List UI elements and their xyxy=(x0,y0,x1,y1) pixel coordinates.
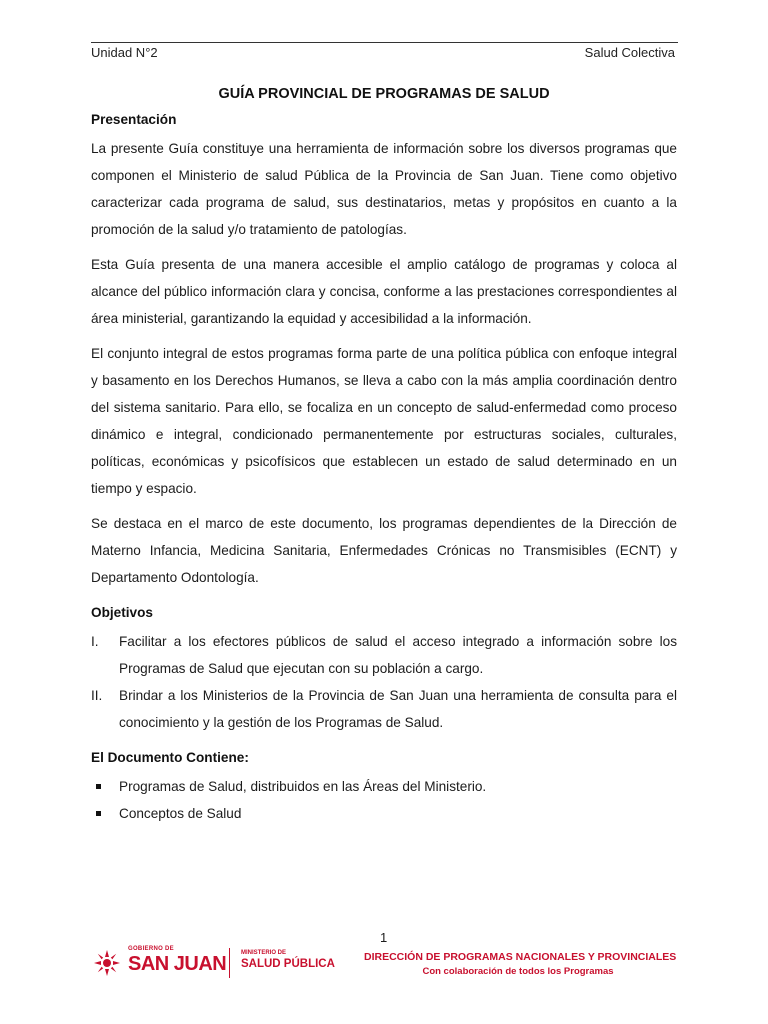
list-item xyxy=(91,800,677,827)
san-juan-label: SAN JUAN xyxy=(128,953,227,975)
bullet-square-icon xyxy=(96,811,101,816)
presentacion-paragraph-2: Esta Guía presenta de una manera accesible el amplio catálogo de programas y coloca al alcance del público información clara y concisa, conforme a las prestaciones correspondientes al área ministerial, garantizando la equidad y accesibilidad a la información. xyxy=(91,257,677,326)
list-item-text: Conceptos de Salud xyxy=(119,806,242,821)
objetivo-text: Facilitar a los efectores públicos de salud el acceso integrado a información sobre los Programas de Salud que ejecutan con su población a cargo. xyxy=(119,634,677,676)
document-title: GUÍA PROVINCIAL DE PROGRAMAS DE SALUD xyxy=(218,86,550,102)
page-header xyxy=(91,45,675,60)
objetivo-text: Brindar a los Ministerios de la Provincia de San Juan una herramienta de consulta para el conocimiento y la gestión de los Programas de Salud. xyxy=(119,688,677,730)
san-juan-sun-icon xyxy=(92,948,122,978)
objetivos-heading: Objetivos xyxy=(91,605,153,620)
list-item-text: Programas de Salud, distribuidos en las Áreas del Ministerio. xyxy=(119,779,487,794)
document-body xyxy=(91,86,677,827)
ministerio-salud-logo xyxy=(241,950,335,970)
direccion-title: DIRECCIÓN DE PROGRAMAS NACIONALES Y PROVINCIALES xyxy=(364,951,677,963)
header-unit-label: Unidad N°2 xyxy=(91,45,158,60)
page-number: 1 xyxy=(380,930,388,945)
presentacion-paragraph-1: La presente Guía constituye una herramienta de información sobre los diversos programas que componen el Ministerio de salud Pública de la Provincia de San Juan. Tiene como objetivo caracterizar cada programa de salud, sus destinatarios, metas y propósitos en cuanto a la promoción de la salud y/o tratamiento de patologías. xyxy=(91,141,677,237)
gobierno-label: GOBIERNO DE xyxy=(128,946,174,952)
presentacion-heading: Presentación xyxy=(91,112,177,127)
bullet-square-icon xyxy=(96,784,101,789)
objetivo-marker: II. xyxy=(91,688,103,703)
objetivo-item xyxy=(91,628,677,682)
direccion-block xyxy=(364,951,677,977)
page-footer xyxy=(92,944,682,984)
contenido-heading: El Documento Contiene: xyxy=(91,750,249,765)
colaboracion-subtitle: Con colaboración de todos los Programas xyxy=(422,966,614,977)
objetivo-item xyxy=(91,682,677,736)
presentacion-paragraph-3: El conjunto integral de estos programas forma parte de una política pública con enfoque integral y basamento en los Derechos Humanos, se lleva a cabo con la más amplia coordinación dentro del sistema sanitario. Para ello, se focaliza en un concepto de salud-enfermedad como proceso dinámico e integral, condicionado permanentemente por estructuras sociales, culturales, políticas, económicas y psicofísicos que establecen un estado de salud determinado en un tiempo y espacio. xyxy=(91,346,677,496)
objetivos-list xyxy=(91,628,677,736)
contenido-list xyxy=(91,773,677,827)
objetivo-marker: I. xyxy=(91,634,99,649)
footer-divider xyxy=(229,948,230,978)
header-course-label: Salud Colectiva xyxy=(584,45,675,60)
salud-publica-label: SALUD PÚBLICA xyxy=(241,958,335,970)
list-item xyxy=(91,773,677,800)
ministerio-label: MINISTERIO DE xyxy=(241,950,287,956)
gobierno-san-juan-logo xyxy=(92,944,227,978)
presentacion-paragraph-4: Se destaca en el marco de este documento, los programas dependientes de la Dirección de Materno Infancia, Medicina Sanitaria, Enfermedades Crónicas no Transmisibles (ECNT) y Departamento Odontología. xyxy=(91,516,677,585)
header-rule xyxy=(91,42,678,43)
